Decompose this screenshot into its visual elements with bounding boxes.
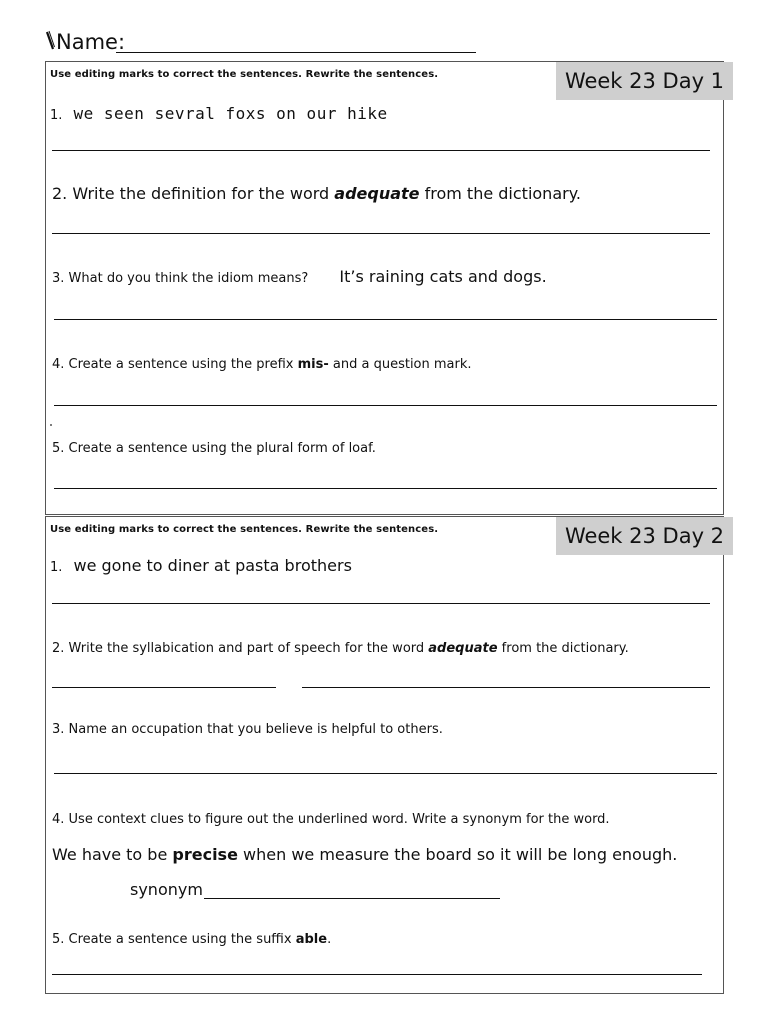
day1-q2-answer-line[interactable] [52, 233, 710, 234]
q2-text-pre: 2. Write the syllabication and part of speech for the word [52, 641, 429, 656]
q4-text-pre: 4. Create a sentence using the prefix [52, 357, 298, 372]
day2-q3-answer-line[interactable] [54, 773, 717, 774]
day2-q1-answer-line[interactable] [52, 603, 710, 604]
day1-q5-answer-line[interactable] [54, 488, 717, 489]
day2-syllabication-line[interactable] [52, 687, 276, 688]
synonym-label: synonym [130, 880, 203, 899]
q1-number: 1. [50, 108, 63, 123]
name-field-line[interactable] [116, 52, 476, 53]
stray-dot [50, 424, 52, 426]
q5-text-post: . [327, 932, 332, 947]
q2-text-post: from the dictionary. [419, 184, 581, 203]
q3-text: 3. What do you think the idiom means? [52, 271, 309, 286]
name-label: Name: [56, 30, 126, 54]
q5-suffix: able [295, 932, 328, 947]
q4-text: 4. Use context clues to figure out the underlined word. Write a synonym for the word. [52, 812, 610, 827]
q1-number: 1. [50, 560, 63, 575]
day1-instructions: Use editing marks to correct the sentences. Rewrite the sentences. [50, 69, 439, 80]
day2-q4 [52, 812, 610, 827]
q1-sentence: we gone to diner at pasta brothers [73, 556, 352, 575]
day2-badge: Week 23 Day 2 [556, 517, 733, 555]
day1-panel [45, 61, 724, 515]
day1-q1 [50, 104, 388, 123]
day2-instructions: Use editing marks to correct the sentences. Rewrite the sentences. [50, 524, 439, 535]
q3-idiom: It’s raining cats and dogs. [339, 267, 547, 286]
day1-q4-answer-line[interactable] [54, 405, 717, 406]
sentence-pre: We have to be [52, 845, 173, 864]
day2-q5 [52, 932, 331, 947]
q2-text-pre: 2. Write the definition for the word [52, 184, 335, 203]
day1-q3-answer-line[interactable] [54, 319, 717, 320]
q2-word: adequate [428, 641, 498, 656]
day2-panel [45, 516, 724, 994]
q5-text-pre: 5. Create a sentence using the suffix [52, 932, 296, 947]
day1-q1-answer-line[interactable] [52, 150, 710, 151]
day2-q5-answer-line[interactable] [52, 974, 702, 975]
day1-q2 [52, 184, 581, 203]
day1-q5 [52, 441, 376, 456]
day2-q3 [52, 722, 443, 737]
synonym-answer-line[interactable] [204, 898, 500, 899]
q2-word: adequate [334, 184, 420, 203]
q1-sentence: we seen sevral foxs on our hike [73, 104, 388, 123]
pencil-icon [44, 30, 56, 52]
sentence-word: precise [172, 845, 238, 864]
q4-text-post: and a question mark. [328, 357, 472, 372]
q4-prefix: mis- [297, 357, 329, 372]
day2-q2 [52, 641, 629, 656]
day2-q4-sentence [52, 845, 677, 864]
q2-text-post: from the dictionary. [497, 641, 629, 656]
q5-text: 5. Create a sentence using the plural form of loaf. [52, 441, 376, 456]
day1-badge: Week 23 Day 1 [556, 62, 733, 100]
q3-text: 3. Name an occupation that you believe is helpful to others. [52, 722, 443, 737]
sentence-post: when we measure the board so it will be long enough. [237, 845, 678, 864]
day2-part-of-speech-line[interactable] [302, 687, 710, 688]
day1-q3 [52, 267, 547, 286]
day1-q4 [52, 357, 472, 372]
day2-q1 [50, 556, 352, 575]
